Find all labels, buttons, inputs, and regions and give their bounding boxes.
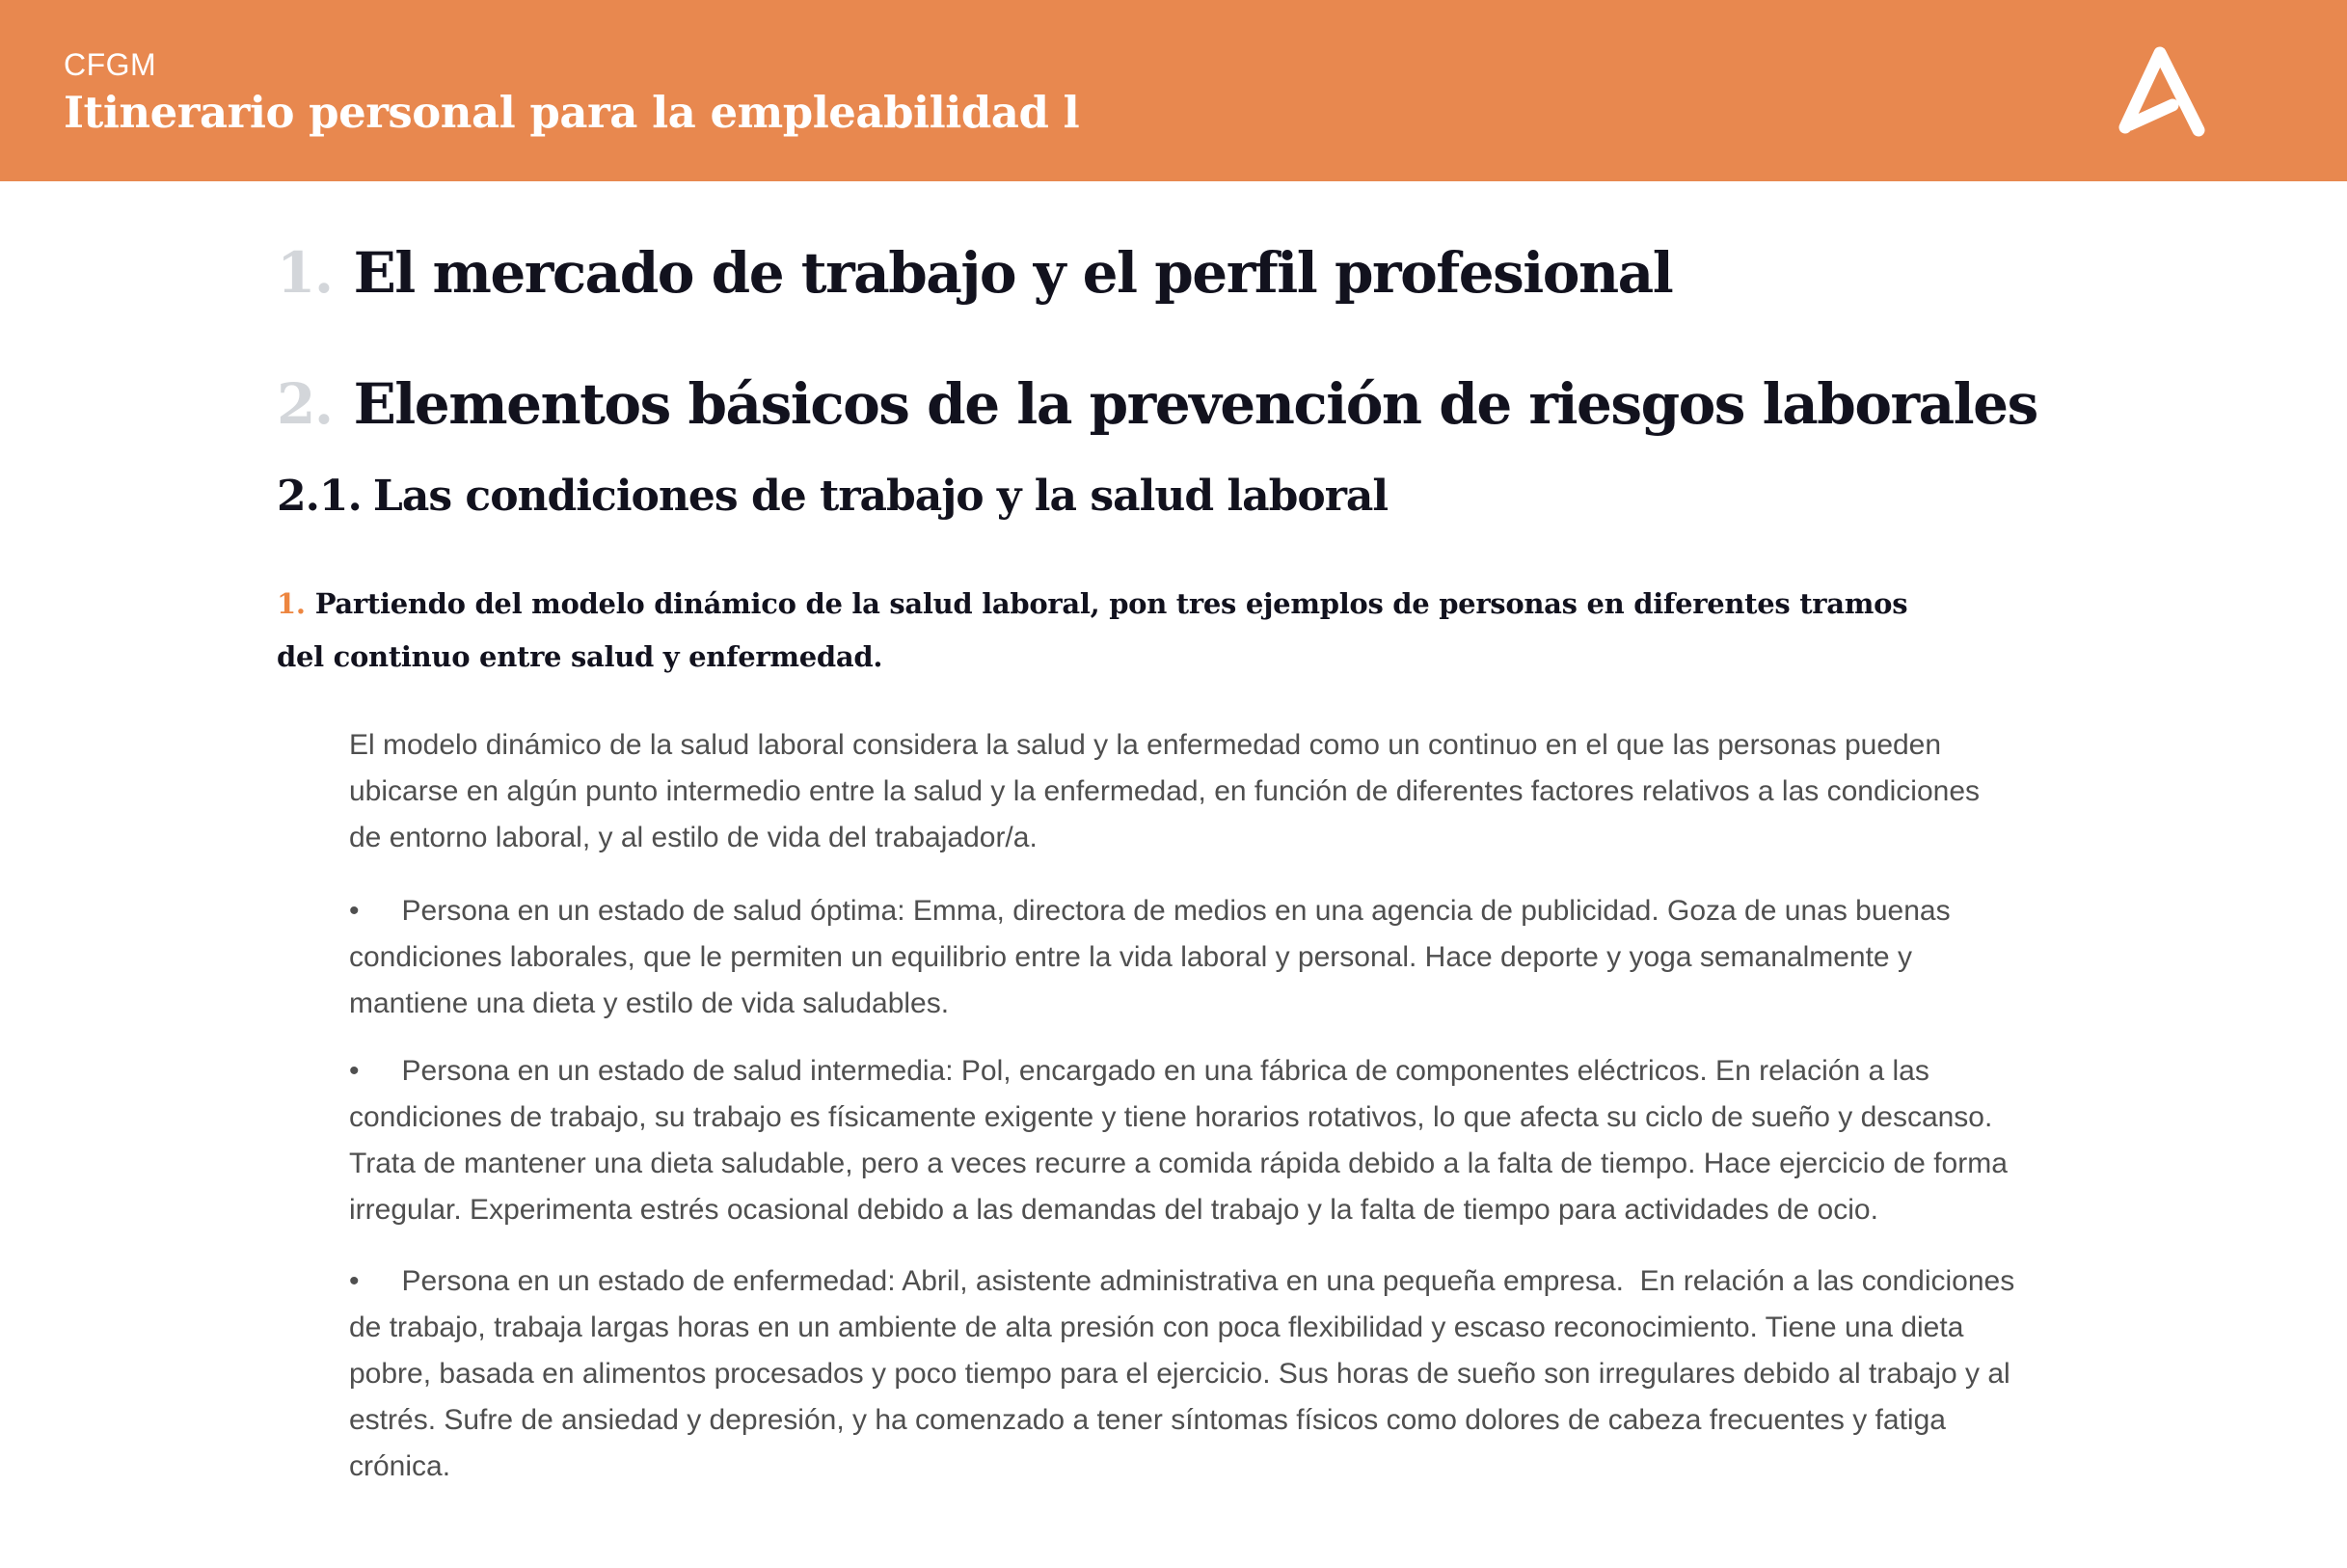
answer-intro-paragraph xyxy=(349,722,2017,861)
section-heading-2 xyxy=(277,368,2347,440)
header-titles xyxy=(64,44,1079,141)
subsection-heading xyxy=(277,469,2347,525)
answer-block xyxy=(349,722,2023,1490)
section-heading-1 xyxy=(277,237,2347,309)
bullet-text: Persona en un estado de salud intermedia: Pol, encargado en una fábrica de componentes eléctricos. En relación a las condiciones de trabajo, su trabajo es físicamente exigente y tiene horarios rotativos, lo que afecta su ciclo de sueño y descanso. Trata de mantener una dieta saludable, pero a veces recurre a comida rápida debido a la falta de tiempo. Hace ejercicio de forma irregular. Experimenta estrés ocasional debido a las demandas del trabajo y la falta de tiempo para actividades de ocio. xyxy=(349,1055,2016,1226)
subsection-number: 2.1. xyxy=(277,472,362,521)
question-number: 1. xyxy=(277,587,306,620)
brand-a-logo-icon xyxy=(2118,46,2206,137)
header-bar xyxy=(0,0,2347,181)
course-level-label: CFGM xyxy=(64,47,157,82)
section-1-number: 1. xyxy=(277,240,333,306)
bullet-marker: • xyxy=(349,1265,360,1297)
section-2-number: 2. xyxy=(277,371,333,437)
content-area xyxy=(0,237,2347,1490)
course-title: Itinerario personal para la empleabilidad l xyxy=(64,87,1080,138)
exercise-question xyxy=(277,578,1955,684)
subsection-title: Las condiciones de trabajo y la salud laboral xyxy=(372,472,1389,521)
bullet-item xyxy=(349,1048,2017,1233)
section-2-title: Elementos básicos de la prevención de riesgos laborales xyxy=(353,371,2037,437)
bullet-text: Persona en un estado de salud óptima: Emma, directora de medios en una agencia de publicidad. Goza de unas buenas condiciones laborales, que le permiten un equilibrio entre la vida laboral y personal. Hace deporte y yoga semanalmente y mantiene una dieta y estilo de vida saludables. xyxy=(349,895,1958,1019)
bullet-text: Persona en un estado de enfermedad: Abril, asistente administrativa en una pequeña empresa. En relación a las condiciones de trabajo, trabaja largas horas en un ambiente de alta presión con poca flexibilidad y escaso reconocimiento. Tiene una dieta pobre, basada en alimentos procesados y poco tiempo para el ejercicio. Sus horas de sueño son irregulares debido al trabajo y al estrés. Sufre de ansiedad y depresión, y ha comenzado a tener síntomas físicos como dolores de cabeza frecuentes y fatiga crónica. xyxy=(349,1265,2023,1482)
bullet-item xyxy=(349,1258,2023,1490)
bullet-marker: • xyxy=(349,1055,360,1087)
section-1-title: El mercado de trabajo y el perfil profesional xyxy=(353,240,1673,306)
answer-intro-text: El modelo dinámico de la salud laboral considera la salud y la enfermedad como un continuo en el que las personas pueden ubicarse en algún punto intermedio entre la salud y la enfermedad, en función de diferentes factores relativos a las condiciones de entorno laboral, y al estilo de vida del trabajador/a. xyxy=(349,729,1988,853)
bullet-item xyxy=(349,888,2017,1027)
bullet-marker: • xyxy=(349,895,360,927)
question-text: Partiendo del modelo dinámico de la salud laboral, pon tres ejemplos de personas en diferentes tramos del continuo entre salud y enfermedad. xyxy=(277,587,1908,673)
